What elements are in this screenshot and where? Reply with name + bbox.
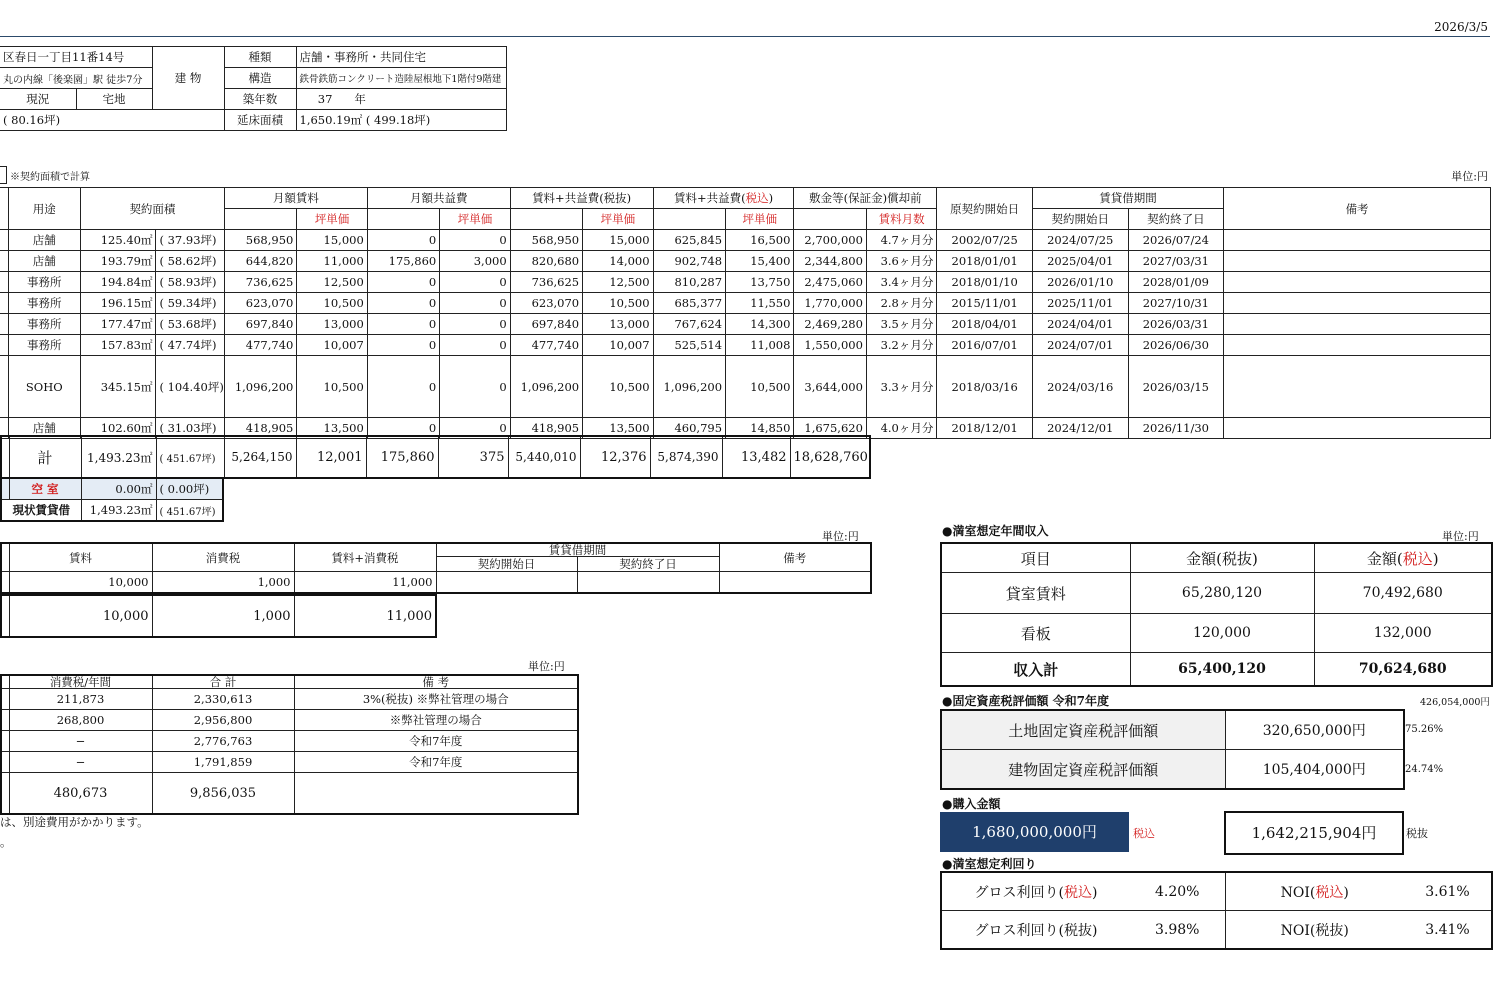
- col-months: 賃料月数: [866, 209, 936, 230]
- yield-title: ●満室想定利回り: [942, 857, 1037, 871]
- table-row: 収入計 65,400,120 70,624,680: [941, 653, 1492, 687]
- fixed-asset-total: 426,054,000円: [1420, 697, 1490, 708]
- other-col-period: 賃貸借期間: [436, 543, 719, 557]
- noi-ex-label: NOI(税抜): [1225, 911, 1404, 950]
- table-row: SOHO 345.15㎡ ( 104.40坪) 1,096,200 10,500 0 0 1,096,200 10,500 1,096,200 10,500 3,644,000 3.3ヶ月分 2018/03/16 2024/03/16 2026/03/15: [0, 356, 1491, 418]
- vacant-row: 空 室 0.00㎡ ( 0.00坪): [1, 478, 223, 500]
- income-unit: 単位:円: [1442, 530, 1479, 543]
- other-sum-row: 10,000 1,000 11,000: [1, 595, 436, 637]
- other-sum-table: [0, 594, 437, 638]
- table-row: 土地固定資産税評価額 320,650,000円: [941, 710, 1404, 750]
- noi-in-label: NOI(税込): [1225, 872, 1404, 911]
- table-row: 看板 120,000 132,000: [941, 614, 1492, 653]
- income-table: [940, 542, 1493, 687]
- table-row: 211,873 2,330,613 3%(税抜) ※弊社管理の場合: [1, 689, 578, 710]
- col-orig-start: 原契約開始日: [937, 188, 1033, 230]
- header-rule: [0, 36, 1490, 37]
- other-income-table: [0, 542, 872, 594]
- col-monthly-rent: 月額賃料: [224, 188, 367, 209]
- noi-ex-value: 3.41%: [1404, 911, 1492, 950]
- type-value: 店舗・事務所・共同住宅: [296, 47, 506, 68]
- income-col-ex: 金額(税抜): [1130, 543, 1314, 573]
- expense-unit: 単位:円: [528, 660, 565, 673]
- table-row: 事務所 177.47㎡ ( 53.68坪) 697,840 13,000 0 0 697,840 13,000 767,624 14,300 2,469,280 3.5ヶ月分 2018/04/01 2024/04/01 2026/03/31: [0, 314, 1491, 335]
- other-col-total: 賃料+消費税: [294, 543, 436, 572]
- col-rent-common-ex: 賃料+共益費(税抜): [510, 188, 653, 209]
- other-col-remarks: 備考: [719, 543, 871, 572]
- col-remarks: 備考: [1224, 188, 1491, 230]
- table-row: 店舗 125.40㎡ ( 37.93坪) 568,950 15,000 0 0 568,950 15,000 625,845 16,500 2,700,000 4.7ヶ月分 2002/07/25 2024/07/25 2026/07/24: [0, 230, 1491, 251]
- status-label: 現況: [0, 89, 76, 110]
- gross-in-value: 4.20%: [1130, 872, 1225, 911]
- table-row: − 2,776,763 令和7年度: [1, 731, 578, 752]
- building-label: 建 物: [152, 47, 224, 110]
- purchase-ex-label: 税抜: [1406, 827, 1428, 840]
- age-value: 37 年: [296, 89, 506, 110]
- expense-sum-row: 480,673 9,856,035: [1, 773, 578, 815]
- rent-unit: 単位:円: [1451, 170, 1488, 183]
- col-end: 契約終了日: [1128, 209, 1224, 230]
- property-station: 丸の内線「後楽園」駅 徒歩7分: [0, 68, 152, 89]
- col-tsubo: 坪単価: [583, 209, 653, 230]
- col-rent-common-in: 賃料+共益費(税込): [653, 188, 794, 209]
- vacancy-table: [0, 477, 224, 522]
- income-col-item: 項目: [941, 543, 1130, 573]
- structure-label: 構造: [224, 68, 296, 89]
- total-row: 計 1,493.23㎡ ( 451.67坪) 5,264,150 12,001 175,860 375 5,440,010 12,376 5,874,390 13,482 18,628,760: [1, 436, 870, 478]
- rent-note-box: [0, 166, 7, 184]
- col-tsubo: 坪単価: [726, 209, 794, 230]
- col-common-fee: 月額共益費: [367, 188, 510, 209]
- purchase-inc-label: 税込: [1133, 827, 1155, 840]
- col-use: 用途: [8, 188, 80, 230]
- floor-value: 1,650.19㎡ ( 499.18坪): [296, 110, 506, 131]
- other-col-rent: 賃料: [9, 543, 152, 572]
- col-lease-period: 賃貸借期間: [1032, 188, 1223, 209]
- col-tsubo: 坪単価: [297, 209, 367, 230]
- expense-table: [0, 674, 579, 815]
- other-unit: 単位:円: [822, 530, 859, 543]
- table-row: 店舗 193.79㎡ ( 58.62坪) 644,820 11,000 175,860 3,000 820,680 14,000 902,748 15,400 2,344,800 3.6ヶ月分 2018/01/01 2025/04/01 2027/03/31: [0, 251, 1491, 272]
- table-row: 事務所 196.15㎡ ( 59.34坪) 623,070 10,500 0 0 623,070 10,500 685,377 11,550 1,770,000 2.8ヶ月分 2015/11/01 2025/11/01 2027/10/31: [0, 293, 1491, 314]
- purchase-ex-value: 1,642,215,904円: [1224, 811, 1404, 855]
- col-tsubo: 坪単価: [440, 209, 510, 230]
- land-pct: 75.26%: [1405, 724, 1444, 735]
- purchase-title: ●購入金額: [942, 797, 1001, 811]
- table-row: 貸室賃料 65,280,120 70,492,680: [941, 573, 1492, 614]
- current-row: 現状賃貸借 1,493.23㎡ ( 451.67坪): [1, 500, 223, 522]
- col-start: 契約開始日: [1032, 209, 1128, 230]
- purchase-inc-value: 1,680,000,000円: [940, 812, 1129, 852]
- col-area: 契約面積: [81, 188, 225, 230]
- fixed-asset-title: ●固定資産税評価額 令和7年度: [942, 694, 1109, 708]
- property-address: 区春日一丁目11番14号: [0, 47, 152, 68]
- table-row: 建物固定資産税評価額 105,404,000円: [941, 750, 1404, 790]
- table-row: 268,800 2,956,800 ※弊社管理の場合: [1, 710, 578, 731]
- property-table: [0, 46, 507, 131]
- other-col-end: 契約終了日: [577, 557, 719, 572]
- income-col-in: 金額(税込): [1314, 543, 1492, 573]
- table-row: − 1,791,859 令和7年度: [1, 752, 578, 773]
- noi-in-value: 3.61%: [1404, 872, 1492, 911]
- other-col-tax: 消費税: [152, 543, 294, 572]
- expense-note-2: 。: [0, 835, 12, 849]
- table-row: 事務所 194.84㎡ ( 58.93坪) 736,625 12,500 0 0 736,625 12,500 810,287 13,750 2,475,060 3.4ヶ月分 2018/01/10 2026/01/10 2028/01/09: [0, 272, 1491, 293]
- expense-note-1: は、別途費用がかかります。: [0, 815, 149, 829]
- type-label: 種類: [224, 47, 296, 68]
- gross-ex-label: グロス利回り(税抜): [941, 911, 1130, 950]
- land-area: ( 80.16坪): [0, 110, 224, 131]
- table-row: 10,000 1,000 11,000: [1, 572, 871, 594]
- other-col-start: 契約開始日: [436, 557, 577, 572]
- income-title: ●満室想定年間収入: [942, 524, 1049, 538]
- table-row: 店舗 102.60㎡ ( 31.03坪) 418,905 13,500 0 0 418,905 13,500 460,795 14,850 1,675,620 4.0ヶ月分 2018/12/01 2024/12/01 2026/11/30: [0, 418, 1491, 439]
- rent-note: ※契約面積で計算: [10, 172, 90, 183]
- col-deposit: 敷金等(保証金)償却前: [794, 188, 937, 209]
- yield-table: [940, 871, 1493, 950]
- structure-value: 鉄骨鉄筋コンクリート造陸屋根地下1階付9階建: [296, 68, 506, 89]
- table-row: [941, 911, 1492, 950]
- gross-ex-value: 3.98%: [1130, 911, 1225, 950]
- rent-roll-table: [0, 187, 1491, 439]
- table-row: 事務所 157.83㎡ ( 47.74坪) 477,740 10,007 0 0 477,740 10,007 525,514 11,008 1,550,000 3.2ヶ月分 2016/07/01 2024/07/01 2026/06/30: [0, 335, 1491, 356]
- age-label: 築年数: [224, 89, 296, 110]
- report-date: 2026/3/5: [1434, 20, 1488, 34]
- expense-col-tax: 消費税/年間: [9, 675, 152, 689]
- floor-label: 延床面積: [224, 110, 296, 131]
- expense-col-remarks: 備 考: [294, 675, 578, 689]
- building-pct: 24.74%: [1405, 764, 1444, 775]
- expense-col-total: 合 計: [152, 675, 294, 689]
- status-value: 宅地: [76, 89, 152, 110]
- table-row: [941, 872, 1492, 911]
- rent-total-table: [0, 435, 871, 479]
- fixed-asset-table: [940, 709, 1405, 790]
- gross-in-label: グロス利回り(税込): [941, 872, 1130, 911]
